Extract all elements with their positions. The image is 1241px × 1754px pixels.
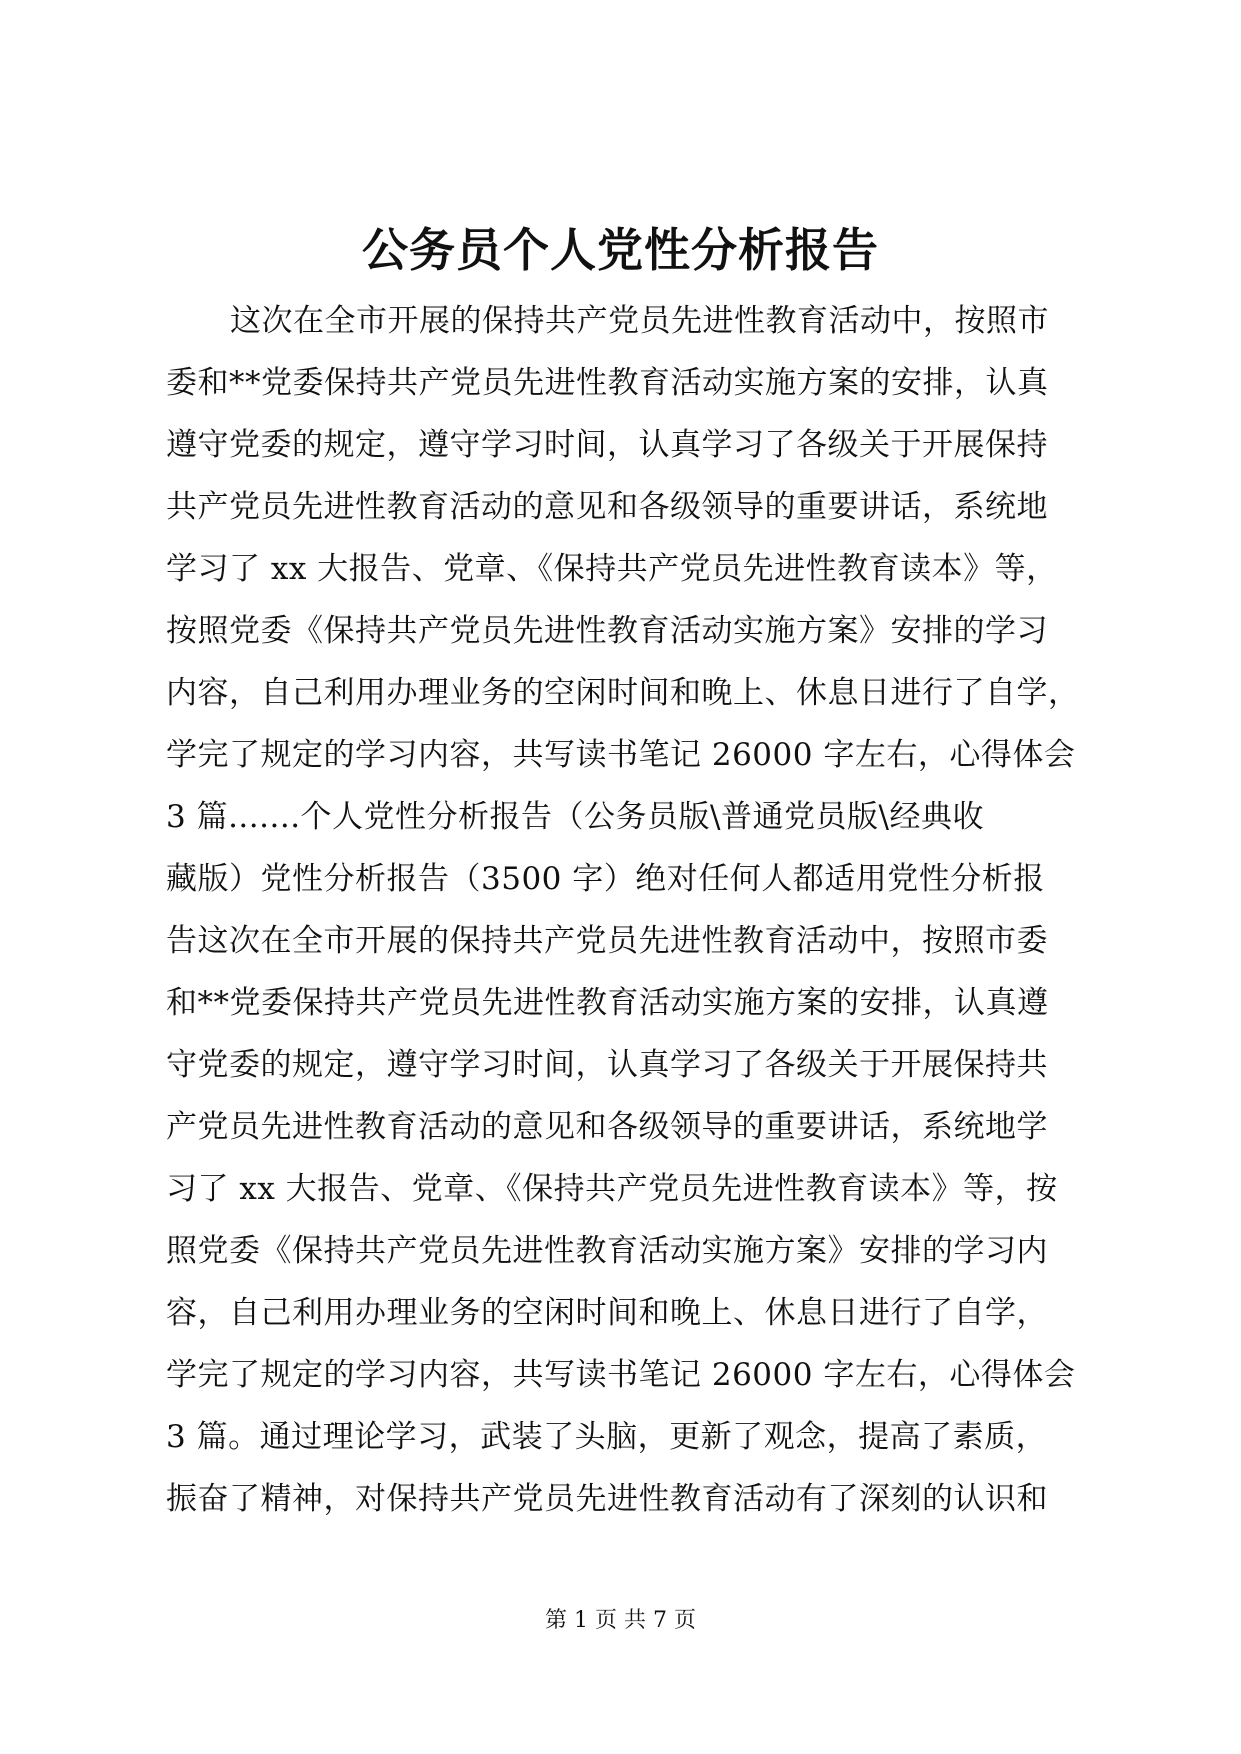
body-line: 藏版）党性分析报告（3500 字）绝对任何人都适用党性分析报 <box>166 861 1045 897</box>
body-line: 这次在全市开展的保持共产党员先进性教育活动中，按照市 <box>230 303 1049 339</box>
body-line: 振奋了精神，对保持共产党员先进性教育活动有了深刻的认识和 <box>166 1481 1048 1517</box>
body-line: 容，自己利用办理业务的空闲时间和晚上、休息日进行了自学， <box>166 1295 1048 1331</box>
body-line: 习了 xx 大报告、党章、《保持共产党员先进性教育读本》等，按 <box>166 1171 1058 1207</box>
body-line: 告这次在全市开展的保持共产党员先进性教育活动中，按照市委 <box>166 923 1048 959</box>
document-body <box>166 290 1080 1530</box>
body-line: 学完了规定的学习内容，共写读书笔记 26000 字左右，心得体会 <box>166 1357 1076 1393</box>
body-line: 学完了规定的学习内容，共写读书笔记 26000 字左右，心得体会 <box>166 737 1076 773</box>
body-line: 守党委的规定，遵守学习时间，认真学习了各级关于开展保持共 <box>166 1047 1048 1083</box>
body-line: 照党委《保持共产党员先进性教育活动实施方案》安排的学习内 <box>166 1233 1048 1269</box>
body-line: 委和**党委保持共产党员先进性教育活动实施方案的安排，认真 <box>166 365 1049 401</box>
document-title: 公务员个人党性分析报告 <box>362 223 879 277</box>
page-footer: 第 1 页 共 7 页 <box>545 1608 696 1633</box>
body-line: 按照党委《保持共产党员先进性教育活动实施方案》安排的学习 <box>166 613 1048 649</box>
body-line: 内容，自己利用办理业务的空闲时间和晚上、休息日进行了自学， <box>166 675 1080 711</box>
body-line: 遵守党委的规定，遵守学习时间，认真学习了各级关于开展保持 <box>166 427 1048 463</box>
body-line: 和**党委保持共产党员先进性教育活动实施方案的安排，认真遵 <box>166 985 1049 1021</box>
body-line: 产党员先进性教育活动的意见和各级领导的重要讲话，系统地学 <box>166 1109 1048 1145</box>
body-line: 学习了 xx 大报告、党章、《保持共产党员先进性教育读本》等， <box>166 551 1058 587</box>
body-line: 共产党员先进性教育活动的意见和各级领导的重要讲话，系统地 <box>166 489 1048 525</box>
body-line: 3 篇。通过理论学习，武装了头脑，更新了观念，提高了素质， <box>166 1419 1048 1455</box>
body-line: 3 篇.......个人党性分析报告（公务员版\普通党员版\经典收 <box>166 799 984 835</box>
